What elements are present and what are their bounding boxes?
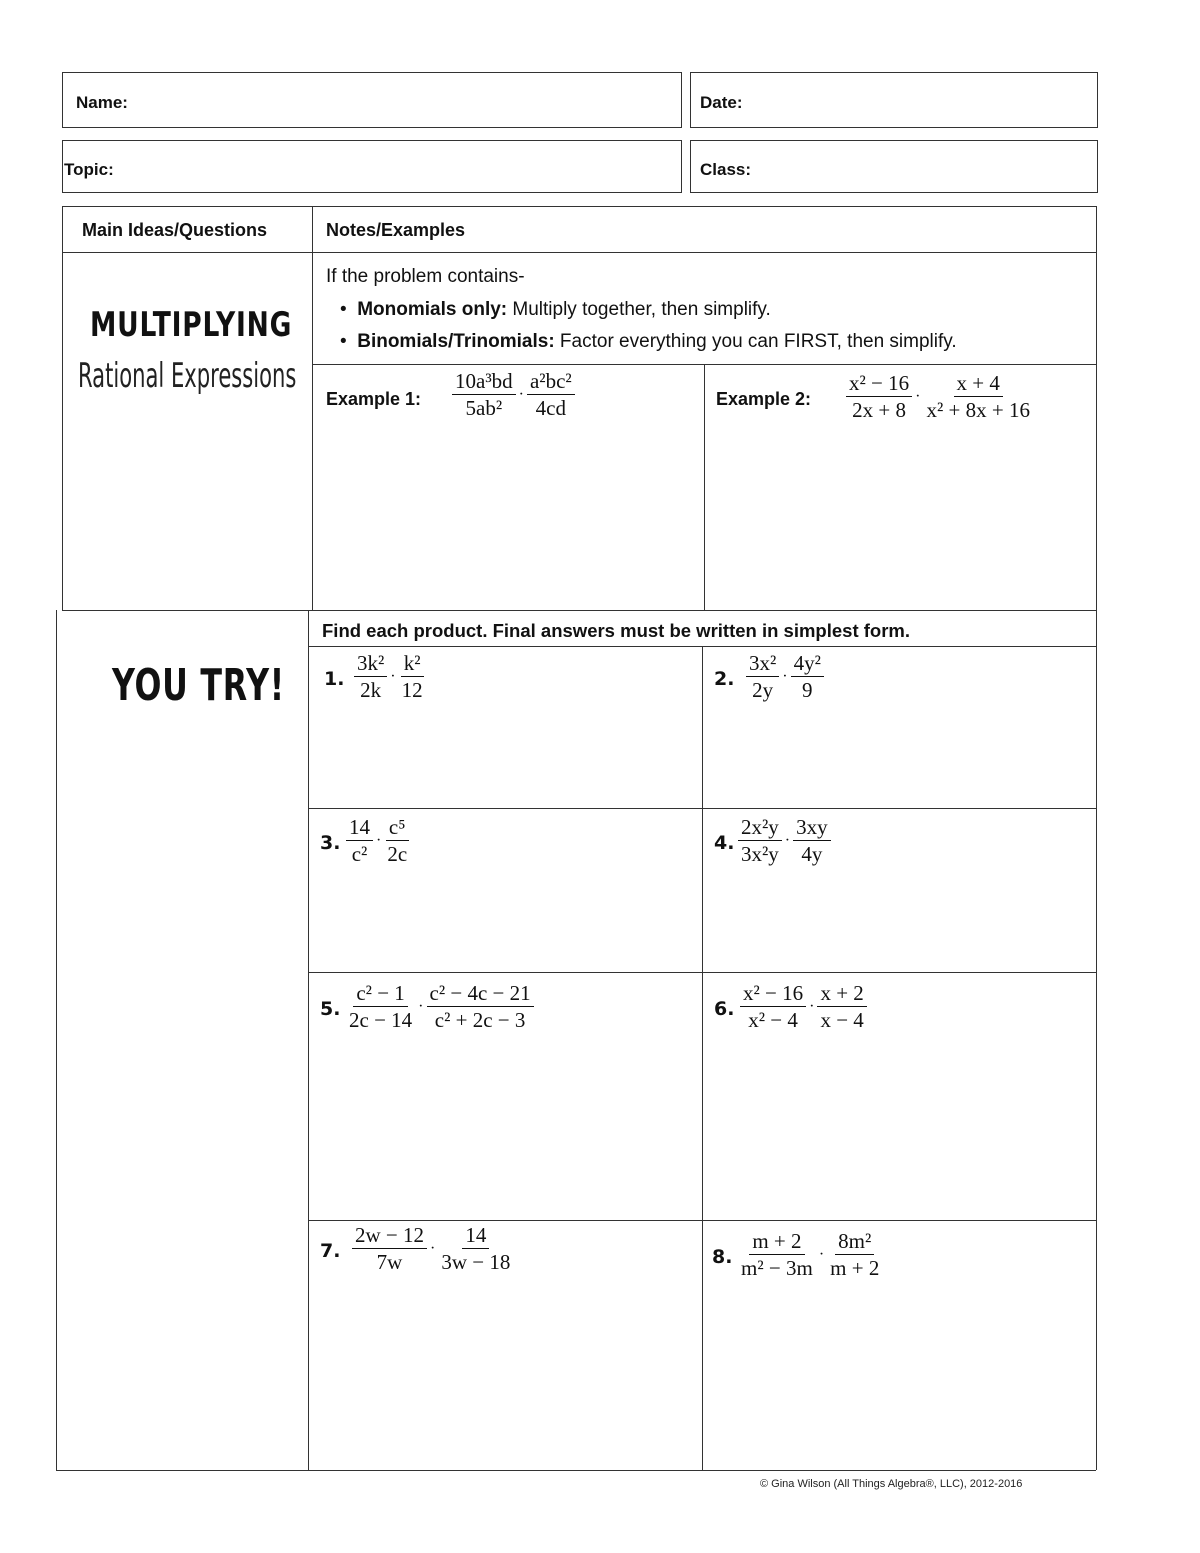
bullet-binomials-bold: Binomials/Trinomials: [357, 331, 555, 352]
bullet-monomials [340, 299, 771, 321]
example1-f2-denominator: 4cd [535, 396, 566, 421]
example1-f2-numerator: a²bc² [527, 370, 575, 395]
problem-6-f2-denominator: x − 4 [820, 1008, 864, 1033]
problem-6-number: 6. [714, 998, 735, 1020]
problem-8-number: 8. [712, 1246, 733, 1268]
multiply-dot-icon: · [418, 997, 424, 1015]
problem-8-fraction-2 [827, 1230, 882, 1279]
grid-left-border [62, 206, 63, 610]
example1-fraction-2 [527, 370, 575, 419]
topic-field[interactable] [62, 140, 682, 193]
bullet-monomials-bold: Monomials only: [357, 299, 508, 320]
problem-5-fraction-2 [427, 982, 534, 1031]
example2-f2-numerator: x + 4 [954, 372, 1003, 397]
problem-4-expression [738, 816, 831, 865]
intro-text: If the problem contains- [326, 266, 525, 287]
problem-6-expression [740, 982, 867, 1031]
problem-2-number: 2. [714, 668, 735, 690]
problem-5-expression [346, 982, 534, 1031]
problem-2-f1-denominator: 2y [752, 678, 774, 703]
example2-f1-denominator: 2x + 8 [852, 398, 906, 423]
problem-1-f1-numerator: 3k² [354, 652, 387, 677]
problem-6-f1-denominator: x² − 4 [748, 1008, 798, 1033]
problem-3-number: 3. [320, 832, 341, 854]
example1-f1-denominator: 5ab² [465, 396, 503, 421]
example1-fraction-1 [452, 370, 516, 419]
problem-7-number: 7. [320, 1240, 341, 1262]
problem-3-fraction-2 [384, 816, 410, 865]
grid-column-divider [312, 206, 313, 610]
topic-label: Topic: [64, 160, 114, 179]
bullet-binomials-text: Factor everything you can FIRST, then simplify. [554, 331, 957, 352]
problems-row-line-3 [308, 1220, 1096, 1221]
multiply-dot-icon: · [430, 1239, 436, 1257]
problem-8-expression [738, 1230, 882, 1279]
name-field[interactable] [62, 72, 682, 128]
multiply-dot-icon: · [390, 667, 396, 685]
problem-4-number: 4. [714, 832, 735, 854]
problem-4-fraction-2 [793, 816, 831, 865]
section-subtitle-rational-expressions: Rational Expressions [78, 356, 297, 396]
section-title-you-try: YOU TRY! [112, 660, 285, 711]
problem-2-fraction-2 [791, 652, 824, 701]
problem-5-f2-numerator: c² − 4c − 21 [427, 982, 534, 1007]
problem-6-f1-numerator: x² − 16 [740, 982, 806, 1007]
problem-1-fraction-2 [399, 652, 426, 701]
problem-8-f1-denominator: m² − 3m [741, 1256, 813, 1281]
problem-3-f2-numerator: c⁵ [386, 816, 409, 841]
bullet-binomials [340, 331, 957, 353]
problem-1-expression [354, 652, 426, 701]
grid-bottom-line [56, 1470, 1096, 1471]
problem-4-f1-denominator: 3x²y [741, 842, 779, 867]
name-label: Name: [76, 93, 128, 112]
problem-2-f2-numerator: 4y² [791, 652, 824, 677]
example2-label: Example 2: [716, 389, 812, 409]
problem-1-number: 1. [324, 668, 345, 690]
problems-row-line-2 [308, 972, 1096, 973]
problem-4-f2-denominator: 4y [801, 842, 823, 867]
problem-8-f2-denominator: m + 2 [830, 1256, 880, 1281]
grid-header-bottom-line [62, 252, 1096, 253]
problem-6-fraction-1 [740, 982, 806, 1031]
grid-left-border-lower [56, 610, 57, 1470]
date-field[interactable] [690, 72, 1098, 128]
date-label: Date: [700, 93, 743, 112]
problem-8-fraction-1 [738, 1230, 816, 1279]
bullet-dot-icon: • [340, 299, 347, 320]
problem-7-expression [352, 1224, 513, 1273]
problem-3-f2-denominator: 2c [387, 842, 408, 867]
example2-expression [846, 372, 1033, 421]
problem-7-f2-numerator: 14 [462, 1224, 489, 1249]
problem-5-f1-numerator: c² − 1 [353, 982, 407, 1007]
class-field[interactable] [690, 140, 1098, 193]
problems-divider [702, 646, 703, 1470]
problem-3-expression [346, 816, 410, 865]
problem-4-f1-numerator: 2x²y [738, 816, 782, 841]
problem-2-f2-denominator: 9 [802, 678, 813, 703]
multiply-dot-icon: · [376, 831, 382, 849]
multiply-dot-icon: · [518, 385, 524, 403]
section-title-multiplying: MULTIPLYING [90, 305, 293, 345]
example1-f1-numerator: 10a³bd [452, 370, 516, 395]
class-label: Class: [700, 160, 752, 179]
problems-row-line-1 [308, 808, 1096, 809]
problem-6-fraction-2 [817, 982, 866, 1031]
problem-3-f1-denominator: c² [351, 842, 368, 867]
grid-top-line [62, 206, 1096, 207]
example2-f2-denominator: x² + 8x + 16 [926, 398, 1030, 423]
problem-7-f1-numerator: 2w − 12 [352, 1224, 427, 1249]
example1-expression [452, 370, 575, 419]
bullet-dot-icon: • [340, 331, 347, 352]
examples-divider [704, 364, 705, 610]
multiply-dot-icon: · [818, 1245, 825, 1263]
problem-2-f1-numerator: 3x² [746, 652, 779, 677]
problem-8-f1-numerator: m + 2 [749, 1230, 804, 1255]
problem-4-fraction-1 [738, 816, 782, 865]
problem-4-f2-numerator: 3xy [793, 816, 831, 841]
problem-5-number: 5. [320, 998, 341, 1020]
section1-bottom-line [62, 610, 1096, 611]
problem-5-f2-denominator: c² + 2c − 3 [434, 1008, 526, 1033]
example2-fraction-2 [923, 372, 1032, 421]
problem-8-f2-numerator: 8m² [835, 1230, 874, 1255]
problem-2-expression [746, 652, 824, 701]
problem-1-f2-numerator: k² [401, 652, 424, 677]
multiply-dot-icon: · [784, 831, 791, 849]
problem-7-fraction-1 [352, 1224, 427, 1273]
copyright-footer: © Gina Wilson (All Things Algebra®, LLC), 2012-2016 [760, 1478, 1023, 1490]
problem-7-f1-denominator: 7w [376, 1250, 403, 1275]
main-ideas-header: Main Ideas/Questions [82, 220, 268, 240]
grid-column-divider-lower [308, 610, 309, 1470]
problem-7-f2-denominator: 3w − 18 [441, 1250, 511, 1275]
instructions-text: Find each product. Final answers must be written in simplest form. [322, 620, 910, 641]
multiply-dot-icon: · [809, 997, 815, 1015]
notes-examples-header: Notes/Examples [326, 220, 466, 240]
problem-1-f1-denominator: 2k [360, 678, 382, 703]
problem-5-f1-denominator: 2c − 14 [349, 1008, 413, 1033]
problem-3-fraction-1 [346, 816, 373, 865]
multiply-dot-icon: · [915, 387, 921, 405]
problem-7-fraction-2 [438, 1224, 513, 1273]
example2-f1-numerator: x² − 16 [846, 372, 912, 397]
bullet-monomials-text: Multiply together, then simplify. [507, 299, 771, 320]
example2-fraction-1 [846, 372, 912, 421]
grid-right-border [1096, 206, 1097, 1470]
problem-2-fraction-1 [746, 652, 779, 701]
problem-1-f2-denominator: 12 [401, 678, 423, 703]
problem-6-f2-numerator: x + 2 [817, 982, 866, 1007]
multiply-dot-icon: · [782, 667, 788, 685]
problem-1-fraction-1 [354, 652, 387, 701]
problem-3-f1-numerator: 14 [346, 816, 373, 841]
problem-5-fraction-1 [346, 982, 415, 1031]
example1-label: Example 1: [326, 389, 422, 409]
